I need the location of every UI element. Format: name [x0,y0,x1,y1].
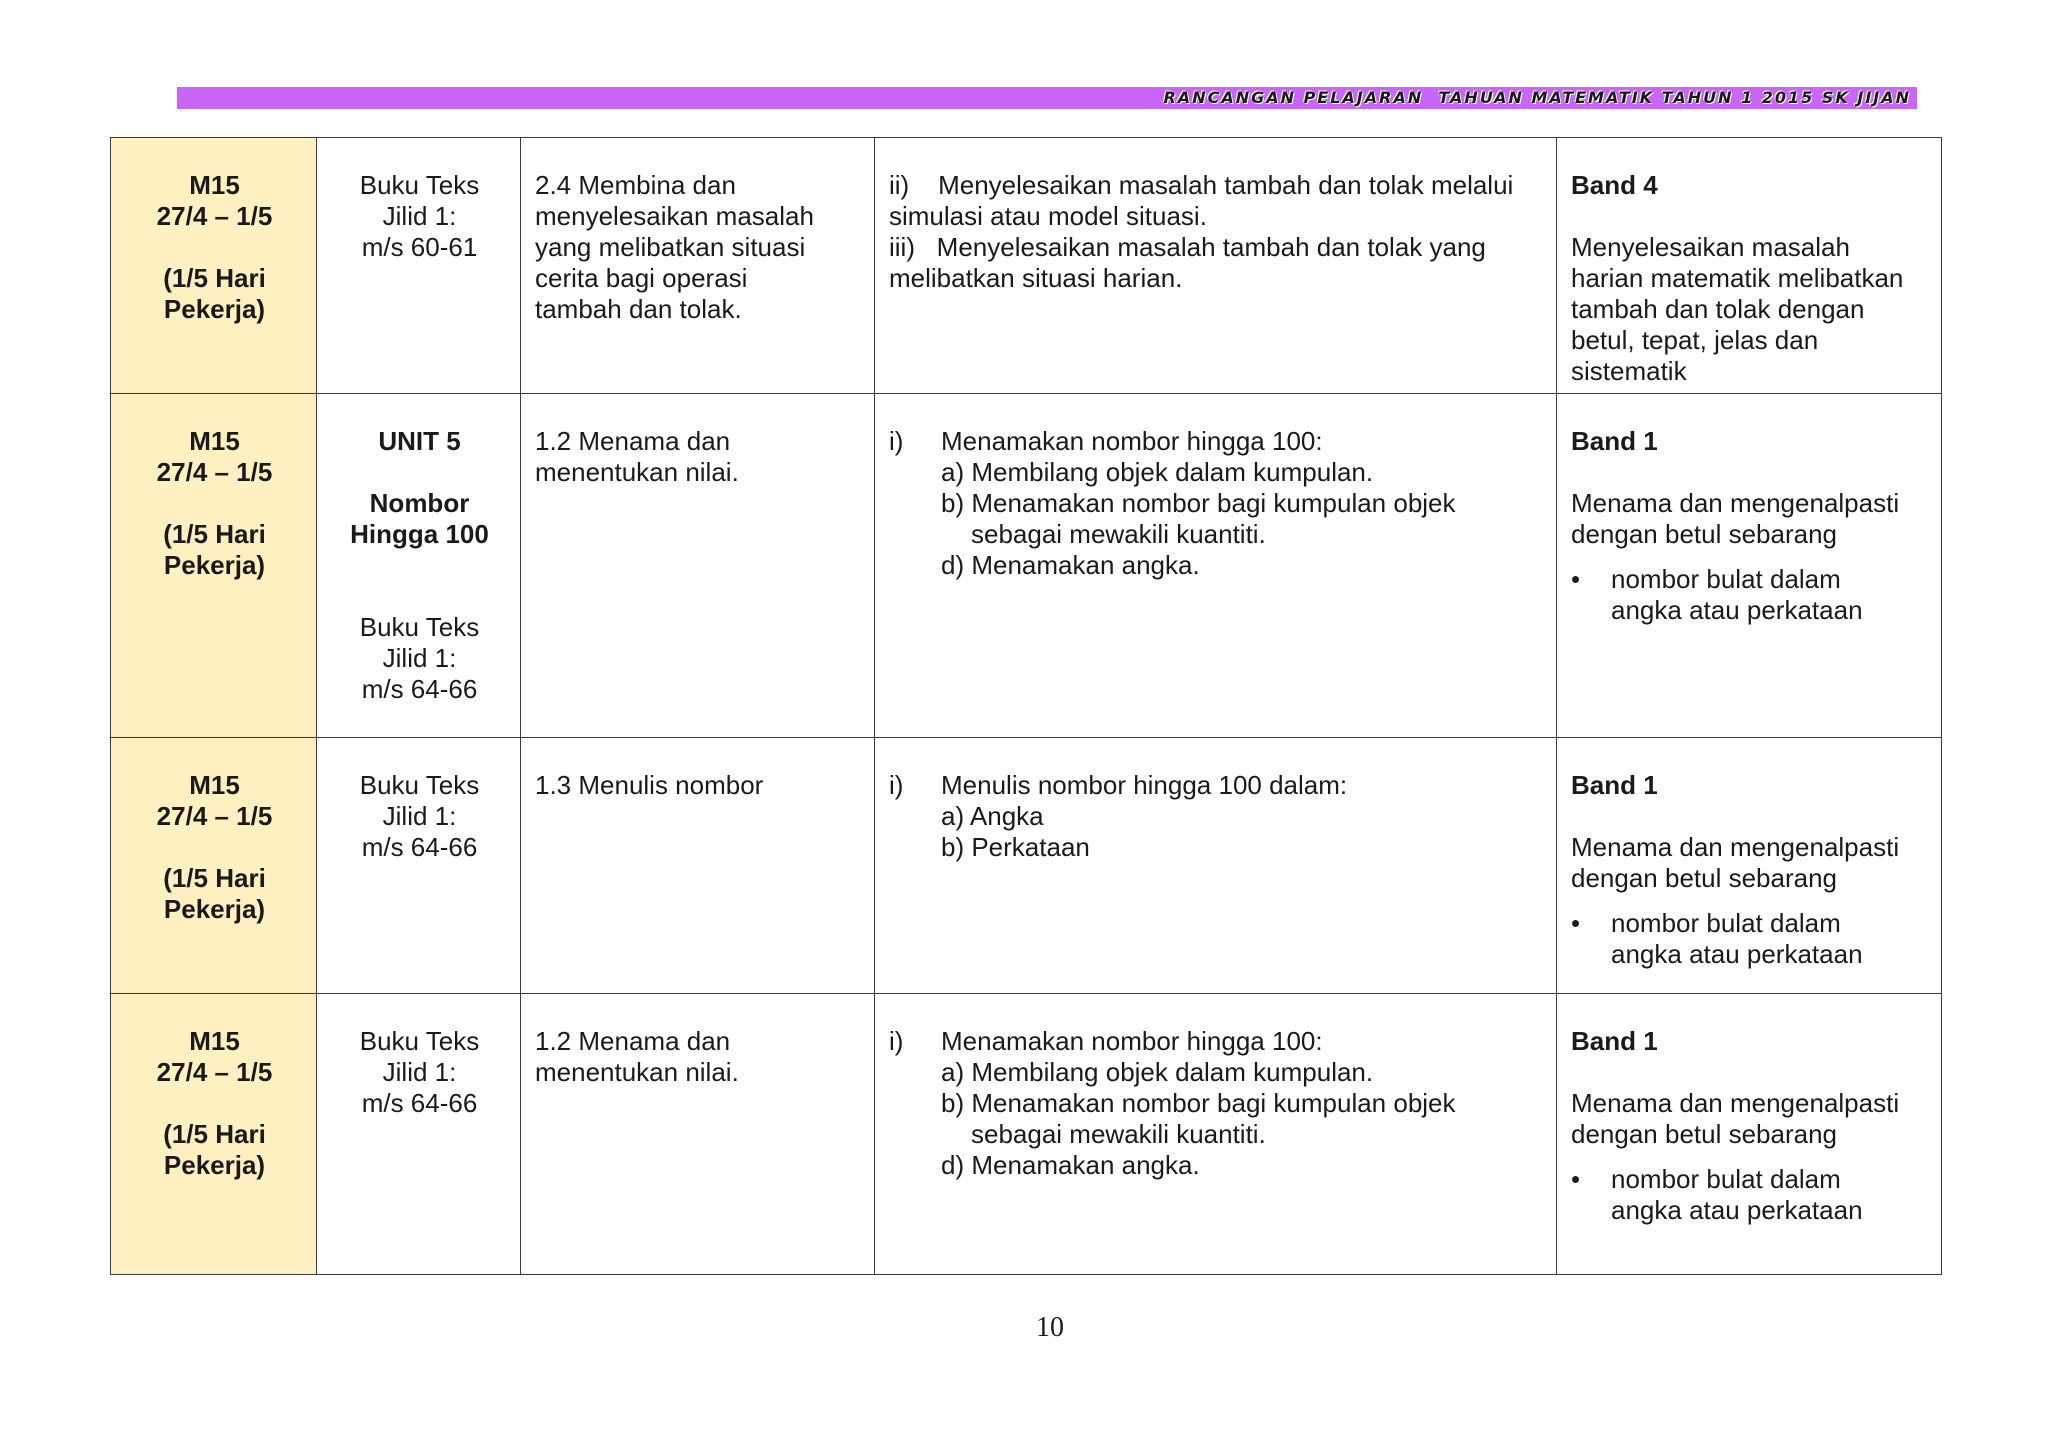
table-row [111,738,1942,994]
page-range: m/s 64-66 [361,674,478,704]
book-label: Buku Teks [359,612,480,642]
objective-item: d) Menamakan angka. [941,550,1200,580]
week-cell [111,394,317,738]
bullet-text: nombor bulat dalam [1611,908,1841,938]
objective-item: b) Menamakan nombor bagi kumpulan objek [941,488,1456,518]
standard-cell [521,394,875,738]
objective-line: ii) Menyelesaikan masalah tambah dan tolak melalui [889,170,1514,200]
band-desc: Menama dan mengenalpasti [1571,1088,1900,1118]
objective-number: i) [889,426,904,456]
week-note: Pekerja) [163,1150,266,1180]
standard-line: menentukan nilai. [535,457,739,487]
band-desc: tambah dan tolak dengan [1571,294,1865,324]
unit-title: Nombor [369,488,470,518]
objective-line: simulasi atau model situasi. [889,201,1207,231]
reference-cell [317,994,521,1275]
week-code: M15 [189,1026,240,1056]
band-cell [1557,394,1942,738]
reference-cell [317,394,521,738]
week-note: Pekerja) [163,294,266,324]
band-title: Band 1 [1571,426,1658,456]
band-desc: dengan betul sebarang [1571,1119,1838,1149]
band-title: Band 4 [1571,170,1658,200]
band-cell [1557,994,1942,1275]
week-cell [111,138,317,394]
standard-line: yang melibatkan situasi [535,232,806,262]
objective-item: sebagai mewakili kuantiti. [971,1119,1266,1149]
objective-number: i) [889,1026,904,1056]
standard-line: tambah dan tolak. [535,294,742,324]
standard-line: 1.2 Menama dan [535,426,731,456]
objective-number: i) [889,770,904,800]
objective-item: a) Angka [941,801,1044,831]
band-cell [1557,738,1942,994]
band-desc: Menyelesaikan masalah [1571,232,1850,262]
week-code: M15 [189,426,240,456]
band-bullet [1571,564,1929,626]
header-bar [177,87,1917,109]
bullet-text: nombor bulat dalam [1611,1164,1841,1194]
objective-cell [875,738,1557,994]
objective-item: b) Menamakan nombor bagi kumpulan objek [941,1088,1456,1118]
week-code: M15 [189,170,240,200]
objective-line: melibatkan situasi harian. [889,263,1183,293]
volume-label: Jilid 1: [382,201,457,231]
bullet-text: nombor bulat dalam [1611,564,1841,594]
page-range: m/s 60-61 [361,232,478,262]
unit-title: Hingga 100 [350,519,489,549]
objective-item: d) Menamakan angka. [941,1150,1200,1180]
table-row [111,138,1942,394]
band-title: Band 1 [1571,1026,1658,1056]
page-range: m/s 64-66 [361,1088,478,1118]
reference-cell [317,138,521,394]
objective-heading: Menulis nombor hingga 100 dalam: [941,770,1348,800]
standard-cell [521,138,875,394]
book-label: Buku Teks [359,1026,480,1056]
week-cell [111,738,317,994]
standard-cell [521,994,875,1275]
week-note: (1/5 Hari [163,1119,266,1149]
lesson-plan-table [110,137,1942,1275]
volume-label: Jilid 1: [382,643,457,673]
week-note: Pekerja) [163,550,266,580]
band-desc: Menama dan mengenalpasti [1571,488,1900,518]
week-code: M15 [189,770,240,800]
standard-line: 1.2 Menama dan [535,1026,731,1056]
standard-line: menyelesaikan masalah [535,201,814,231]
bullet-icon: • [1571,908,1581,938]
week-note: (1/5 Hari [163,863,266,893]
week-date: 27/4 – 1/5 [156,457,273,487]
objective-item: sebagai mewakili kuantiti. [971,519,1266,549]
week-cell [111,994,317,1275]
band-bullet [1571,1164,1929,1226]
standard-line: cerita bagi operasi [535,263,748,293]
objective-item: a) Membilang objek dalam kumpulan. [941,1057,1374,1087]
standard-line: menentukan nilai. [535,1057,739,1087]
reference-cell [317,738,521,994]
page-range: m/s 64-66 [361,832,478,862]
bullet-text: angka atau perkataan [1611,595,1863,625]
band-desc: sistematik [1571,356,1687,386]
bullet-text: angka atau perkataan [1611,1195,1863,1225]
objective-heading: Menamakan nombor hingga 100: [941,426,1323,456]
page-number: 10 [1036,1312,1064,1343]
band-title: Band 1 [1571,770,1658,800]
band-desc: dengan betul sebarang [1571,519,1838,549]
objective-cell [875,138,1557,394]
objective-item: b) Perkataan [941,832,1090,862]
standard-cell [521,738,875,994]
week-note: Pekerja) [163,894,266,924]
objective-item: a) Membilang objek dalam kumpulan. [941,457,1374,487]
week-note: (1/5 Hari [163,263,266,293]
band-bullet [1571,908,1929,970]
band-cell [1557,138,1942,394]
bullet-icon: • [1571,564,1581,594]
book-label: Buku Teks [359,170,480,200]
objective-line: iii) Menyelesaikan masalah tambah dan tolak yang [889,232,1486,262]
band-desc: dengan betul sebarang [1571,863,1838,893]
week-note: (1/5 Hari [163,519,266,549]
objective-cell [875,394,1557,738]
band-desc: harian matematik melibatkan [1571,263,1904,293]
header-title: RANCANGAN PELAJARAN TAHUAN MATEMATIK TAHUN 1 2015 SK JIJAN [1163,88,1911,107]
standard-line: 2.4 Membina dan [535,170,736,200]
band-desc: Menama dan mengenalpasti [1571,832,1900,862]
week-date: 27/4 – 1/5 [156,1057,273,1087]
table-row [111,994,1942,1275]
bullet-icon: • [1571,1164,1581,1194]
objective-cell [875,994,1557,1275]
standard-line: 1.3 Menulis nombor [535,770,764,800]
band-desc: betul, tepat, jelas dan [1571,325,1819,355]
table-row [111,394,1942,738]
book-label: Buku Teks [359,770,480,800]
unit-label: UNIT 5 [378,426,461,456]
week-date: 27/4 – 1/5 [156,801,273,831]
bullet-text: angka atau perkataan [1611,939,1863,969]
week-date: 27/4 – 1/5 [156,201,273,231]
objective-heading: Menamakan nombor hingga 100: [941,1026,1323,1056]
volume-label: Jilid 1: [382,801,457,831]
volume-label: Jilid 1: [382,1057,457,1087]
